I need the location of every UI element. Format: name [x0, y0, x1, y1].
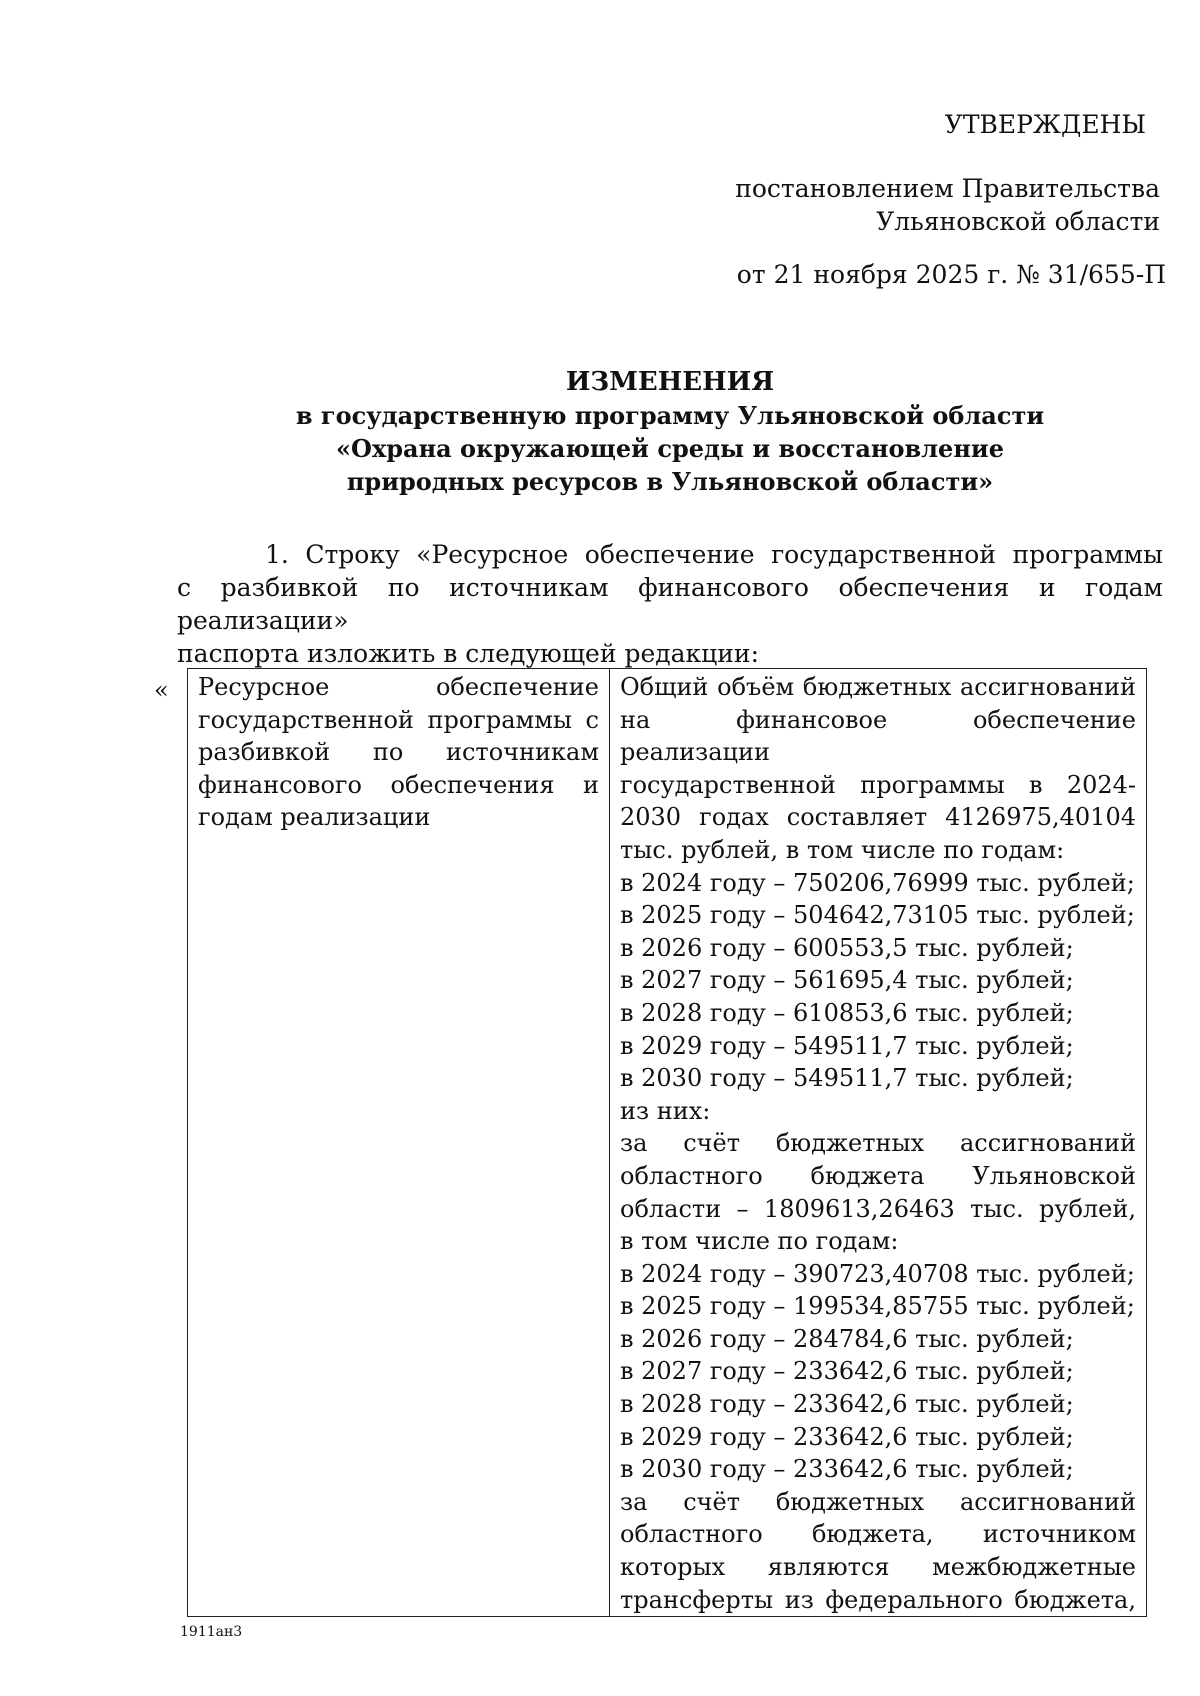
right-cell-line: на финансовое обеспечение реализации: [620, 705, 1136, 767]
right-cell-line: областного бюджета, источником: [620, 1520, 1136, 1549]
right-cell-line: в 2030 году – 233642,6 тыс. рублей;: [620, 1455, 1074, 1484]
right-cell-line: Общий объём бюджетных ассигнований: [620, 673, 1136, 701]
right-cell-line: в 2029 году – 549511,7 тыс. рублей;: [620, 1031, 1074, 1060]
paragraph-line2: с разбивкой по источникам финансового обеспечения и годам реализации»: [177, 573, 1163, 635]
title-line2: «Охрана окружающей среды и восстановление: [336, 434, 1004, 463]
document-title: [0, 366, 1200, 498]
right-cell-line: области – 1809613,26463 тыс. рублей,: [620, 1194, 1136, 1223]
right-cell-line: в 2029 году – 233642,6 тыс. рублей;: [620, 1422, 1074, 1451]
resource-table: [187, 668, 1147, 1617]
right-cell-line: в 2026 году – 284784,6 тыс. рублей;: [620, 1324, 1074, 1353]
right-cell-lines: [620, 671, 1136, 1616]
right-cell-line: за счёт бюджетных ассигнований: [620, 1487, 1136, 1516]
right-cell-line: тыс. рублей, в том числе по годам:: [620, 835, 1065, 864]
right-cell-line: в 2030 году – 549511,7 тыс. рублей;: [620, 1064, 1074, 1093]
right-cell-line: в 2027 году – 233642,6 тыс. рублей;: [620, 1357, 1074, 1386]
table-row: [188, 669, 1147, 1617]
right-cell-line: 2030 годах составляет 4126975,40104: [620, 803, 1136, 832]
right-cell-line: которых являются межбюджетные: [620, 1553, 1136, 1582]
footer-code: 1911ан3: [180, 1624, 243, 1640]
right-cell-line: трансферты из федерального бюджета,: [620, 1585, 1136, 1614]
right-cell-line: областного бюджета Ульяновской: [620, 1161, 1136, 1190]
title-line1: в государственную программу Ульяновской области: [295, 401, 1045, 430]
open-quote: «: [154, 676, 169, 704]
right-cell-line: в 2025 году – 504642,73105 тыс. рублей;: [620, 901, 1135, 930]
table-right-cell: [610, 669, 1147, 1617]
approval-date-number: от 21 ноября 2025 г. № 31/655-П: [736, 260, 1166, 289]
right-cell-line: в том числе по годам:: [620, 1227, 899, 1256]
right-cell-line: в 2024 году – 390723,40708 тыс. рублей;: [620, 1259, 1135, 1288]
right-cell-line: в 2028 году – 233642,6 тыс. рублей;: [620, 1390, 1074, 1419]
paragraph-line3: паспорта изложить в следующей редакции:: [177, 639, 760, 668]
left-cell-text: Ресурсное обеспечение государственной программы с разбивкой по источникам финансового обеспечения и годам реализации: [198, 673, 599, 832]
approved-heading: УТВЕРЖДЕНЫ: [944, 110, 1146, 139]
right-cell-line: из них:: [620, 1096, 711, 1125]
right-cell-line: в 2024 году – 750206,76999 тыс. рублей;: [620, 868, 1135, 897]
approved-by-line2: Ульяновской области: [876, 207, 1160, 236]
right-cell-line: в 2026 году – 600553,5 тыс. рублей;: [620, 933, 1074, 962]
right-cell-line: в 2027 году – 561695,4 тыс. рублей;: [620, 966, 1074, 995]
paragraph-1: [177, 538, 1163, 670]
paragraph-line1: 1. Строку «Ресурсное обеспечение государственной программы: [265, 540, 1163, 569]
approved-by-line1: постановлением Правительства: [735, 174, 1160, 203]
title-line3: природных ресурсов в Ульяновской области»: [346, 467, 994, 496]
right-cell-line: в 2028 году – 610853,6 тыс. рублей;: [620, 998, 1074, 1027]
right-cell-line: в 2025 году – 199534,85755 тыс. рублей;: [620, 1292, 1135, 1321]
table-left-cell: [188, 669, 610, 1617]
title-main: ИЗМЕНЕНИЯ: [565, 367, 775, 397]
right-cell-line: государственной программы в 2024-: [620, 770, 1136, 799]
right-cell-line: за счёт бюджетных ассигнований: [620, 1129, 1136, 1158]
